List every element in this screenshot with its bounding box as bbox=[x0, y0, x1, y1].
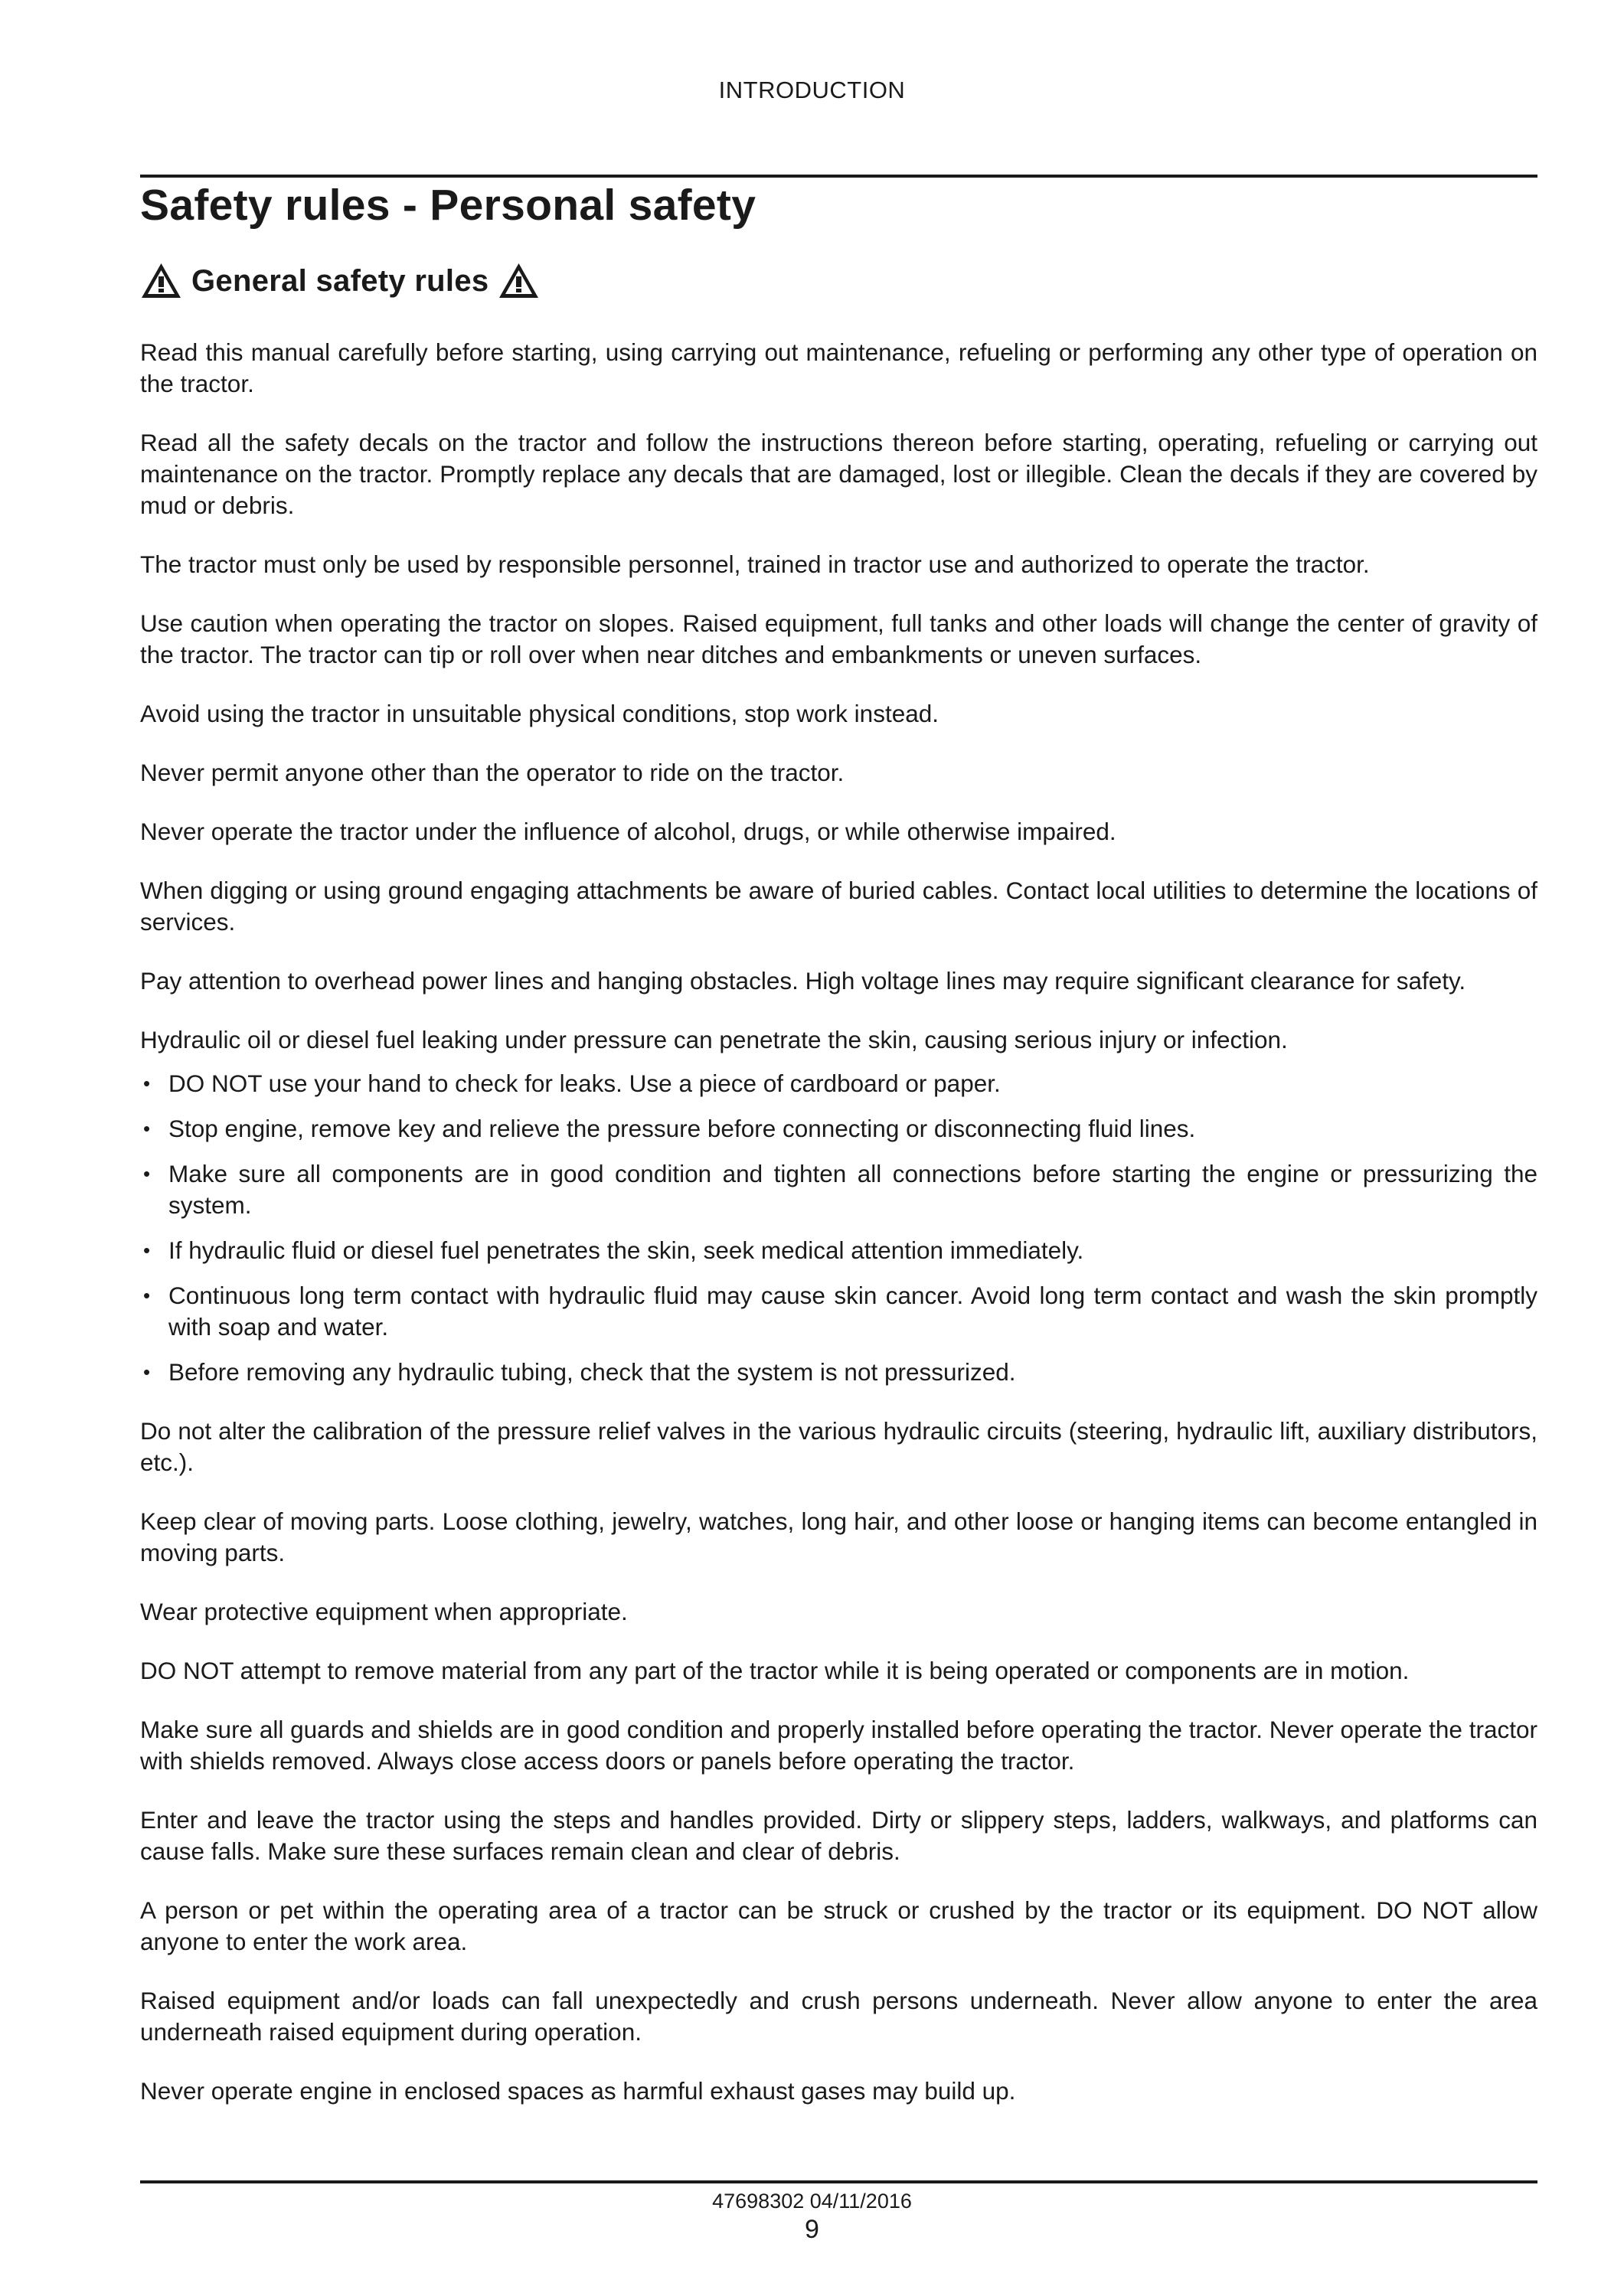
paragraph: Read all the safety decals on the tractor and follow the instructions thereon before starting, operating, refueling or carrying out maintenance on the tractor. Promptly replace any decals that are damaged, lost or illegible. Clean the decals if they are covered by mud or debris. bbox=[140, 429, 1537, 519]
warning-triangle-icon bbox=[140, 262, 182, 300]
paragraph: Raised equipment and/or loads can fall unexpectedly and crush persons underneath. Never allow anyone to enter the area underneath raised equipment during operation. bbox=[140, 1987, 1537, 2046]
bullet-symbol: • bbox=[143, 1117, 151, 1140]
section-title: Safety rules - Personal safety bbox=[140, 181, 756, 230]
footer-rule bbox=[140, 2180, 1537, 2183]
paragraph: Never operate the tractor under the influence of alcohol, drugs, or while otherwise impaired. bbox=[140, 818, 1116, 845]
list-item-text: Make sure all components are in good condition and tighten all connections before starting the engine or pressurizing the system. bbox=[168, 1160, 1537, 1219]
bullet-symbol: • bbox=[143, 1162, 151, 1185]
page-number: 9 bbox=[805, 2215, 819, 2244]
paragraph: Enter and leave the tractor using the steps and handles provided. Dirty or slippery steps, ladders, walkways, and platforms can cause falls. Make sure these surfaces remain clean and clear of debris. bbox=[140, 1806, 1537, 1865]
paragraph: Read this manual carefully before starting, using carrying out maintenance, refueling or performing any other type of operation on the tractor. bbox=[140, 338, 1537, 397]
running-header: INTRODUCTION bbox=[718, 77, 906, 103]
paragraph: Avoid using the tractor in unsuitable physical conditions, stop work instead. bbox=[140, 700, 939, 727]
paragraph: Never permit anyone other than the operator to ride on the tractor. bbox=[140, 759, 845, 786]
paragraph: Do not alter the calibration of the pressure relief valves in the various hydraulic circuits (steering, hydraulic lift, auxiliary distributors, etc.). bbox=[140, 1417, 1537, 1476]
list-item-text: Continuous long term contact with hydraulic fluid may cause skin cancer. Avoid long term contact and wash the skin promptly with soap and water. bbox=[168, 1282, 1537, 1341]
bullet-symbol: • bbox=[143, 1360, 151, 1383]
document-id: 47698302 04/11/2016 bbox=[712, 2190, 912, 2213]
bullet-symbol: • bbox=[143, 1072, 151, 1095]
list-item-text: If hydraulic fluid or diesel fuel penetrates the skin, seek medical attention immediately. bbox=[168, 1236, 1084, 1264]
paragraph: Wear protective equipment when appropriate. bbox=[140, 1598, 628, 1625]
paragraph: The tractor must only be used by responsible personnel, trained in tractor use and authorized to operate the tractor. bbox=[140, 550, 1370, 578]
list-item-text: Stop engine, remove key and relieve the pressure before connecting or disconnecting fluid lines. bbox=[168, 1115, 1196, 1142]
list-item-text: DO NOT use your hand to check for leaks. Use a piece of cardboard or paper. bbox=[168, 1070, 1001, 1097]
bullet-symbol: • bbox=[143, 1239, 151, 1262]
list-item bbox=[140, 1068, 1537, 1099]
list-item bbox=[140, 1235, 1537, 1266]
hydraulic-bullet-list bbox=[140, 1068, 1537, 1388]
list-item-text: Before removing any hydraulic tubing, check that the system is not pressurized. bbox=[168, 1358, 1016, 1386]
paragraph: When digging or using ground engaging attachments be aware of buried cables. Contact local utilities to determine the locations of services. bbox=[140, 877, 1537, 936]
subsection-title: General safety rules bbox=[191, 263, 489, 298]
paragraph: A person or pet within the operating area of a tractor can be struck or crushed by the tractor or its equipment. DO NOT allow anyone to enter the work area. bbox=[140, 1896, 1537, 1955]
header-rule bbox=[140, 175, 1537, 178]
subsection-heading bbox=[140, 262, 540, 300]
paragraph: Hydraulic oil or diesel fuel leaking under pressure can penetrate the skin, causing serious injury or infection. bbox=[140, 1026, 1288, 1053]
list-item bbox=[140, 1158, 1537, 1221]
paragraph: Keep clear of moving parts. Loose clothing, jewelry, watches, long hair, and other loose or hanging items can become entangled in moving parts. bbox=[140, 1507, 1537, 1566]
paragraph: Use caution when operating the tractor on slopes. Raised equipment, full tanks and other loads will change the center of gravity of the tractor. The tractor can tip or roll over when near ditches and embankments or uneven surfaces. bbox=[140, 609, 1537, 668]
bullet-symbol: • bbox=[143, 1284, 151, 1307]
list-item bbox=[140, 1280, 1537, 1343]
paragraph: DO NOT attempt to remove material from any part of the tractor while it is being operated or components are in motion. bbox=[140, 1657, 1410, 1684]
body-text bbox=[140, 337, 1537, 2134]
list-item bbox=[140, 1113, 1537, 1145]
list-item bbox=[140, 1357, 1537, 1388]
paragraph: Make sure all guards and shields are in good condition and properly installed before operating the tractor. Never operate the tractor with shields removed. Always close access doors or panels before operating the tractor. bbox=[140, 1716, 1537, 1775]
paragraph: Never operate engine in enclosed spaces as harmful exhaust gases may build up. bbox=[140, 2077, 1016, 2105]
warning-triangle-icon bbox=[498, 262, 540, 300]
paragraph: Pay attention to overhead power lines and hanging obstacles. High voltage lines may require significant clearance for safety. bbox=[140, 967, 1466, 994]
